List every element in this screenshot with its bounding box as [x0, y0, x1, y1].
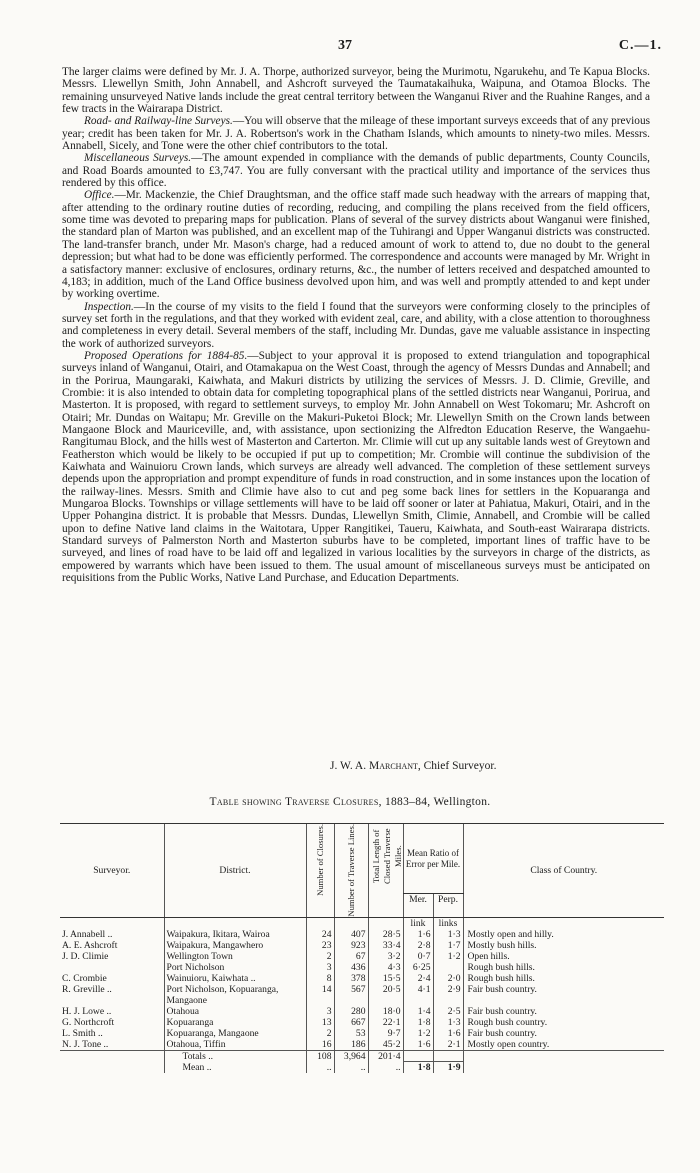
table-row: [60, 1006, 664, 1017]
header-perp: Perp.: [433, 894, 463, 918]
paragraph-claims: [62, 66, 650, 115]
table-row: [60, 1039, 664, 1051]
perp-ratio-cell: 1·6: [433, 1028, 463, 1039]
district-cell: Kopuaranga, Mangaone: [164, 1028, 306, 1039]
signature: [330, 760, 496, 772]
district-cell: Otahoua: [164, 1006, 306, 1017]
traverse-lines-cell: 378: [334, 973, 368, 984]
country-class-cell: Mostly bush hills.: [463, 940, 664, 951]
table-body: [60, 917, 664, 1050]
closures-cell: 2: [306, 1028, 334, 1039]
header-total-length: Total Length of Closed Traverse Miles.: [370, 828, 403, 884]
totals-row: [60, 1050, 664, 1062]
header-mer: Mer.: [403, 894, 433, 918]
document-reference: C.—1.: [618, 38, 662, 53]
perp-ratio-cell: 1·3: [433, 929, 463, 940]
page-number: 37: [338, 38, 352, 53]
table-title: [0, 796, 700, 808]
paragraph-text: —The amount expended in compliance with the demands of public departments, County Councils, and Road Boards amounted to £3,747. You are fully conversant with the practical utility and importance of the services thus rendered by this office.: [62, 152, 650, 190]
district-cell: Otahoua, Tiffin: [164, 1039, 306, 1051]
mer-ratio-cell: 1·6: [403, 1039, 433, 1051]
country-class-cell: Fair bush country.: [463, 1028, 664, 1039]
header-district: District.: [164, 824, 306, 918]
traverse-lines-cell: 436: [334, 962, 368, 973]
surveyor-cell: G. Northcroft: [62, 1016, 115, 1028]
table-title-main: Table showing Traverse Closures: [209, 796, 379, 808]
surveyor-cell: H. J. Lowe ..: [62, 1005, 112, 1017]
paragraph-heading: Inspection.: [84, 300, 134, 313]
mer-ratio-cell: 2·4: [403, 973, 433, 984]
mer-ratio-cell: 1·2: [403, 1028, 433, 1039]
country-class-cell: Rough bush country.: [463, 1017, 664, 1028]
mer-ratio-cell: 1·6: [403, 929, 433, 940]
length-cell: 20·5: [368, 984, 403, 1006]
mer-ratio-cell: 1·8: [403, 1017, 433, 1028]
surveyor-cell: L. Smith ..: [62, 1027, 103, 1039]
closures-cell: 14: [306, 984, 334, 1006]
closures-cell: 16: [306, 1039, 334, 1051]
district-cell: Waipakura, Mangawhero: [164, 940, 306, 951]
surveyor-cell: N. J. Tone ..: [62, 1038, 109, 1050]
length-cell: 15·5: [368, 973, 403, 984]
header-traverse-lines: Number of Traverse Lines.: [345, 824, 356, 917]
mer-ratio-cell: 4·1: [403, 984, 433, 1006]
totals-closures: 108: [306, 1050, 334, 1062]
paragraph-text: —Subject to your approval it is proposed to extend triangulation and topographical surveys inland of Wanganui, Otairi, and Otamakapua on the West Coast, through the agency of Messrs Dundas and Annabell; and in the Porirua, Maungaraki, Kaiwhata, and Makuri districts by utilizing the services of Messrs. J. D. Climie, Greville, and Crombie: it is also intended to obtain data for completing topographical plans of the settled districts near Wanganui, Porirua, and Masterton. It is proposed, with regard to settlement surveys, to employ Mr. John Annabell on West Tokomaru; Mr. Ashcroft on Otairi; Mr. Dundas on Waitapu; Mr. Greville on the Makuri-Puketoi Block; Mr. Llewellyn Smith on the Crown lands between Mangaone Block and Mauriceville, and, with assistance, upon sectionizing the Alfredton Education Reserve, the Wangaehu-Rangitumau Block, and the hills west of Masterton and Carterton. Mr. Climie will cut up any suitable lands west of Greytown and Featherston which would be likely to be occupied if put up to competition; Mr. Crombie will continue the subdivision of the Kaiwhata and Wainuioru Crown lands, which surveys are already well advanced. The completion of these settlement surveys depends upon the appropriation and prompt expenditure of funds in road construction, and in some instances upon the location of the railway-lines. Messrs. Smith and Climie have also to cut and peg some back lines for settlers in the Kopuaranga and Mungaroa Blocks. Townships or village settlements will have to be laid off sooner or later at Pahiatua, Makuri, Otairi, and in the Upper Pohangina district. It is probable that Messrs. Dundas, Llewellyn Smith, Climie, Annabell, and Crombie will be called upon to define Native land claims in the Waitotara, Upper Rangitikei, Taueru, Kaiwhata, and South-east Wairarapa districts. Standard surveys of Palmerston North and Masterton suburbs have to be completed, important lines of traffic have to be surveyed, and lines of road have to be laid off and legalized in various localities by the surveyors in charge of the districts, as empowered by warrants which have been issued to them. The usual amount of miscellaneous surveys must be anticipated on requisitions from the Public Works, Native Land Purchase, and Education Departments.: [62, 349, 650, 585]
perp-ratio-cell: 2·9: [433, 984, 463, 1006]
table-row: [60, 929, 664, 940]
district-cell: Waipakura, Ikitara, Wairoa: [164, 929, 306, 940]
length-cell: 4·3: [368, 962, 403, 973]
paragraph-road-surveys: [62, 115, 650, 152]
traverse-lines-cell: 407: [334, 929, 368, 940]
unit-row: [60, 917, 664, 929]
district-cell: Kopuaranga: [164, 1017, 306, 1028]
traverse-lines-cell: 186: [334, 1039, 368, 1051]
signatory-title: , Chief Surveyor.: [417, 760, 497, 772]
table-title-suffix: , 1883–84, Wellington.: [378, 796, 491, 808]
length-cell: 3·2: [368, 951, 403, 962]
table-footer: [60, 1050, 664, 1073]
traverse-lines-cell: 67: [334, 951, 368, 962]
mer-ratio-cell: 0·7: [403, 951, 433, 962]
table-row: [60, 1017, 664, 1028]
table-row: [60, 973, 664, 984]
unit-perp: links: [433, 917, 463, 929]
closures-cell: 13: [306, 1017, 334, 1028]
totals-label: Totals ..: [164, 1050, 306, 1062]
totals-length: 201·4: [368, 1050, 403, 1062]
perp-ratio-cell: 2·0: [433, 973, 463, 984]
district-cell: Port Nicholson, Kopuaranga, Mangaone: [164, 984, 306, 1006]
paragraph-inspection: [62, 301, 650, 350]
length-cell: 28·5: [368, 929, 403, 940]
length-cell: 22·1: [368, 1017, 403, 1028]
length-cell: 33·4: [368, 940, 403, 951]
table-row: [60, 940, 664, 951]
country-class-cell: Mostly open country.: [463, 1039, 664, 1051]
header-country: Class of Country.: [463, 824, 664, 918]
closures-cell: 3: [306, 1006, 334, 1017]
perp-ratio-cell: 2·5: [433, 1006, 463, 1017]
header-surveyor: Surveyor.: [60, 824, 164, 918]
paragraph-office: [62, 189, 650, 300]
surveyor-cell: A. E. Ashcroft: [62, 939, 118, 951]
closures-cell: 24: [306, 929, 334, 940]
paragraph-heading: Proposed Operations for 1884-85.: [84, 349, 248, 362]
perp-ratio-cell: 1·7: [433, 940, 463, 951]
country-class-cell: Fair bush country.: [463, 1006, 664, 1017]
traverse-lines-cell: 923: [334, 940, 368, 951]
traverse-lines-cell: 280: [334, 1006, 368, 1017]
perp-ratio-cell: [433, 962, 463, 973]
paragraph-text: —In the course of my visits to the field I found that the surveyors were conforming closely to the principles of survey set forth in the regulations, and that they worked with evident zeal, care, and ability, with a close attention to thoroughness and completeness in every detail. Several members of the staff, including Mr. Dundas, gave me valuable assistance in inspecting the work of authorized surveyors.: [62, 300, 650, 350]
country-class-cell: Open hills.: [463, 951, 664, 962]
paragraph-heading: Miscellaneous Surveys.: [84, 152, 192, 165]
traverse-lines-cell: 53: [334, 1028, 368, 1039]
paragraph-text: —You will observe that the mileage of these important surveys exceeds that of any previous year; credit has been taken for Mr. J. A. Robertson's work in the Chatham Islands, which amounts to ninety-two miles. Messrs. Annabell, Sicely, and Tone were the other chief contributors to the total.: [62, 115, 650, 153]
table-row: [60, 962, 664, 973]
length-cell: 9·7: [368, 1028, 403, 1039]
perp-ratio-cell: 1·2: [433, 951, 463, 962]
closures-cell: 3: [306, 962, 334, 973]
paragraph-miscellaneous: [62, 152, 650, 189]
table-row: [60, 1028, 664, 1039]
table-row: [60, 984, 664, 1006]
mean-perp: 1·9: [433, 1062, 463, 1074]
paragraph-proposed-operations: [62, 350, 650, 585]
table-row: [60, 951, 664, 962]
district-cell: Wainuioru, Kaiwhata ..: [164, 973, 306, 984]
mean-row: Mean .. .. .. .. 1·8 1·9: [60, 1062, 664, 1074]
report-body: [62, 66, 650, 584]
perp-ratio-cell: 1·3: [433, 1017, 463, 1028]
unit-mer: link: [403, 917, 433, 929]
length-cell: 18·0: [368, 1006, 403, 1017]
district-cell: Port Nicholson: [164, 962, 306, 973]
surveyor-cell: [60, 962, 164, 973]
perp-ratio-cell: 2·1: [433, 1039, 463, 1051]
header-closures: Number of Closures.: [314, 824, 325, 896]
closures-cell: 2: [306, 951, 334, 962]
closures-cell: 8: [306, 973, 334, 984]
country-class-cell: Mostly open and hilly.: [463, 929, 664, 940]
closures-cell: 23: [306, 940, 334, 951]
country-class-cell: Rough bush hills.: [463, 973, 664, 984]
paragraph-text: —Mr. Mackenzie, the Chief Draughtsman, and the office staff made such headway with the arrears of mapping that, after attending to the ordinary routine duties of recording, reducing, and compiling the plans received from the field officers, some time was devoted to preparing maps for publication. Plans of several of the survey districts about Wanganui were finished, the standard plan of Marton was published, and an excellent map of the Tuhirangi and Upper Wanganui districts was constructed. The land-transfer branch, under Mr. Mason's charge, had a reduced amount of work to attend to, due no doubt to the general depression; but what had to be done was efficiently performed. The correspondence and accounts were managed by Mr. Wright in a satisfactory manner: exclusive of enclosures, ordinary returns, &c., the number of letters received and despatched amounted to 4,183; in addition, much of the Land Office business devolved upon him, and was well and promptly attended to and kept under by working overtime.: [62, 189, 650, 301]
traverse-closures-table: [60, 823, 664, 1073]
length-cell: 45·2: [368, 1039, 403, 1051]
mer-ratio-cell: 2·8: [403, 940, 433, 951]
mean-label: Mean ..: [164, 1062, 306, 1074]
mer-ratio-cell: 1·4: [403, 1006, 433, 1017]
country-class-cell: Fair bush country.: [463, 984, 664, 1006]
paragraph-heading: Road- and Railway-line Surveys.: [84, 115, 233, 128]
traverse-lines-cell: 667: [334, 1017, 368, 1028]
paragraph-text: The larger claims were defined by Mr. J. A. Thorpe, authorized surveyor, being the Murimotu, Ngarukehu, and Te Kapua Blocks. Messrs. Llewellyn Smith, John Annabell, and Ashcroft surveyed the Taumatakaihuka, Waipuna, and Otamoa Blocks. The remaining unsurveyed Native lands include the great central territory between the Wanganui River and the Ruahine Ranges, and a few tracts in the Wairarapa District.: [62, 66, 650, 116]
surveyor-cell: C. Crombie: [62, 972, 107, 984]
header-mean-ratio: Mean Ratio of Error per Mile.: [403, 824, 463, 894]
surveyor-cell: R. Greville ..: [62, 983, 112, 995]
surveyor-cell: J. Annabell ..: [62, 928, 113, 940]
surveyor-cell: J. D. Climie: [62, 950, 109, 962]
mean-mer: 1·8: [403, 1062, 433, 1074]
district-cell: Wellington Town: [164, 951, 306, 962]
signatory-name: J. W. A. Marchant: [330, 760, 418, 772]
traverse-lines-cell: 567: [334, 984, 368, 1006]
mer-ratio-cell: 6·25: [403, 962, 433, 973]
paragraph-heading: Office.: [84, 189, 115, 202]
country-class-cell: Rough bush hills.: [463, 962, 664, 973]
totals-lines: 3,964: [334, 1050, 368, 1062]
